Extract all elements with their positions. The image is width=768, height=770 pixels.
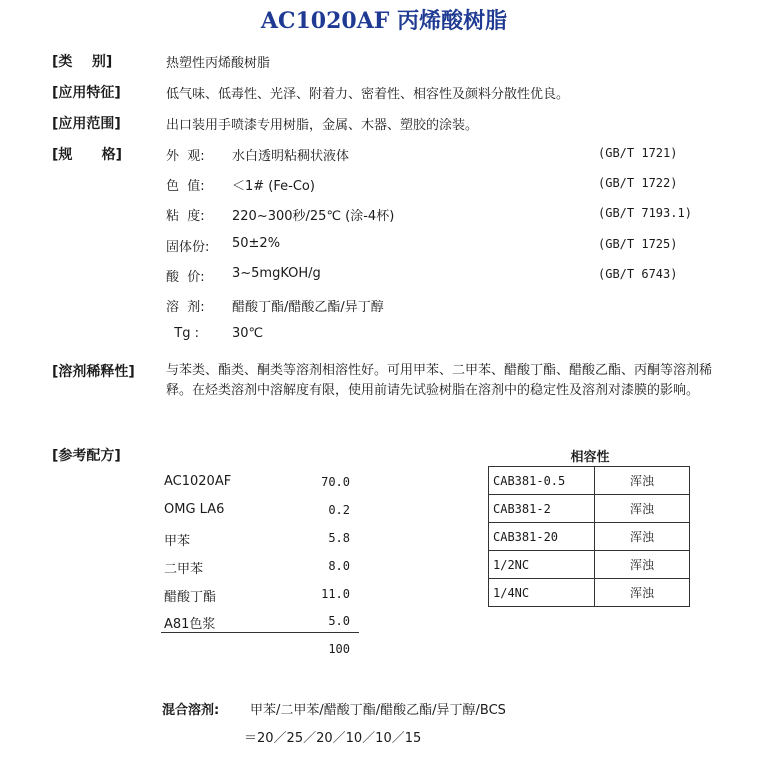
spec-standard: (GB/T 7193.1) [598,206,692,220]
spec-standard: (GB/T 1721) [598,146,678,160]
spec-value: 醋酸丁酯/醋酸乙酯/异丁醇 [232,300,384,315]
category-text: 热塑性丙烯酸树脂 [166,56,271,71]
spec-value: ＜1# (Fe-Co) [232,179,315,194]
spec-name: 粘 度: [166,209,205,224]
mixed-solvent-text: 甲苯/二甲苯/醋酸丁酯/醋酸乙酯/异丁醇/BCS [250,703,506,718]
compat-result-cell: 浑浊 [595,467,690,495]
scope-label: [应用范围] [52,116,121,132]
table-row [489,467,690,495]
compat-name-cell: CAB381-2 [489,495,595,523]
compat-result-cell: 浑浊 [595,579,690,607]
spec-name: 固体份: [166,240,210,255]
dilution-label: [溶剂稀释性] [52,364,135,380]
spec-value: 50±2% [232,236,281,251]
spec-standard: (GB/T 1722) [598,176,678,190]
formula-item-value: 70.0 [321,475,350,489]
spec-name: Tg : [166,326,199,341]
formula-item-value: 8.0 [328,559,350,573]
spec-name: 溶 剂: [166,300,205,315]
spec-label: [规 格] [52,147,123,163]
table-row [489,523,690,551]
formula-item-name: 醋酸丁酯 [164,590,217,605]
mixed-solvent-ratio: ＝20／25／20／10／10／15 [244,731,422,746]
mixed-solvent-label: 混合溶剂: [162,703,220,718]
spec-standard: (GB/T 6743) [598,267,678,281]
scope-text: 出口装用手喷漆专用树脂，金属、木器、塑胶的涂装。 [166,118,479,133]
formula-item-name: 二甲苯 [164,562,204,577]
formula-label: [参考配方] [52,448,121,464]
table-row [489,551,690,579]
compatibility-table [488,466,690,607]
formula-item-value: 11.0 [321,587,350,601]
table-row [489,579,690,607]
compat-result-cell: 浑浊 [595,551,690,579]
formula-item-value: 0.2 [328,503,350,517]
compatibility-title: 相容性 [570,450,610,465]
formula-item-name: AC1020AF [164,474,232,489]
spec-value: 3~5mgKOH/g [232,266,321,281]
spec-name: 色 值: [166,179,205,194]
compat-name-cell: CAB381-20 [489,523,595,551]
table-row [489,495,690,523]
spec-value: 水白透明粘稠状液体 [232,149,350,164]
features-label: [应用特征] [52,85,121,101]
spec-value: 220~300秒/25℃ (涂-4杯) [232,209,395,224]
formula-total: 100 [328,642,350,656]
compat-result-cell: 浑浊 [595,495,690,523]
spec-value: 30℃ [232,326,264,341]
formula-item-name: A81色浆 [164,617,216,632]
formula-total-divider [161,632,359,633]
formula-item-value: 5.0 [328,614,350,628]
compat-result-cell: 浑浊 [595,523,690,551]
formula-item-name: OMG LA6 [164,502,225,517]
spec-name: 外 观: [166,149,205,164]
dilution-text: 与苯类、酯类、酮类等溶剂相溶性好。可用甲苯、二甲苯、醋酸丁酯、醋酸乙酯、丙酮等溶剂稀释。在烃类溶剂中溶解度有限，使用前请先试验树脂在溶剂中的稳定性及溶剂对漆膜的影响。 [166,363,713,398]
page-title: AC1020AF 丙烯酸树脂 [260,8,508,34]
category-label: [类 别] [52,54,113,70]
compat-name-cell: CAB381-0.5 [489,467,595,495]
formula-item-value: 5.8 [328,531,350,545]
features-text: 低气味、低毒性、光泽、附着力、密着性、相容性及颜料分散性优良。 [166,87,570,102]
compat-name-cell: 1/4NC [489,579,595,607]
spec-name: 酸 价: [166,270,205,285]
formula-item-name: 甲苯 [164,534,191,549]
compat-name-cell: 1/2NC [489,551,595,579]
spec-standard: (GB/T 1725) [598,237,678,251]
